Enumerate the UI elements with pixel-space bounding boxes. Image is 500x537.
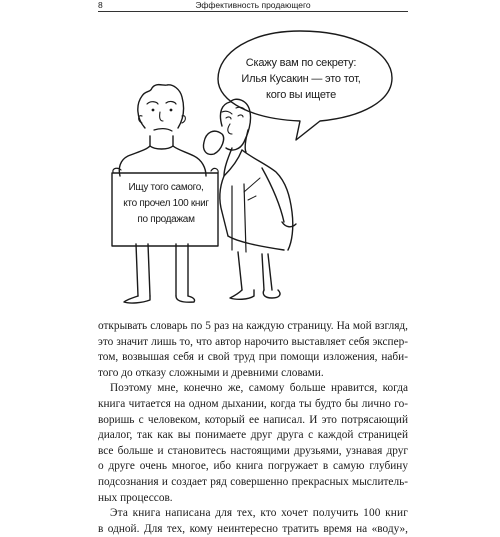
speech-bubble-text [226, 55, 376, 103]
text-line: все больше и становитесь настоящими друзьями, узнавая друг [98, 444, 408, 457]
speech-bubble-line: кого вы ищете [265, 89, 337, 101]
text-line: открывать словарь по 5 раз на каждую страницу. На мой взгляд, [98, 320, 408, 332]
page-number: 8 [98, 0, 103, 10]
text-line: в одной. Для тех, кому неинтересно тратить время на «воду», [98, 522, 408, 535]
text-line: того до отказу сложными и древними словами. [98, 366, 324, 379]
text-line: том, возвышая себя и свой труд при помощи изложения, наби- [98, 351, 408, 364]
text-line: о друге очень многое, ибо книга погружает в самую глубину [98, 460, 408, 473]
text-line: воришь с человеком, который ее написал. И это потрясающий [98, 413, 408, 426]
text-line: это значит лишь то, что автор нарочито выставляет себя экспер- [98, 335, 408, 348]
speech-bubble-line: Илья Кусакин — это тот, [241, 73, 361, 85]
sign-line: по продажам [137, 214, 195, 225]
body-text [98, 319, 408, 537]
sign-line: Ищу того самого, [128, 182, 204, 193]
text-line: Поэтому мне, конечно же, самому больше нравится, когда [110, 382, 408, 395]
sign-line: кто прочел 100 книг [123, 198, 209, 209]
text-line: подсознания и создает ряд совершенно прекрасных мыслитель- [98, 475, 408, 488]
text-line: ных процессов. [98, 491, 173, 504]
text-line: книга читается на одном дыхании, когда ты будто бы лично го- [98, 397, 408, 410]
running-title: Эффективность продающего [195, 0, 311, 10]
text-line: диалог, так как вы понимаете друг друга с каждой страницей [98, 429, 408, 442]
text-line: Эта книга написана для тех, кто хочет получить 100 книг [110, 507, 408, 520]
speech-bubble-line: Скажу вам по секрету: [245, 57, 357, 69]
sign-text [117, 180, 215, 228]
